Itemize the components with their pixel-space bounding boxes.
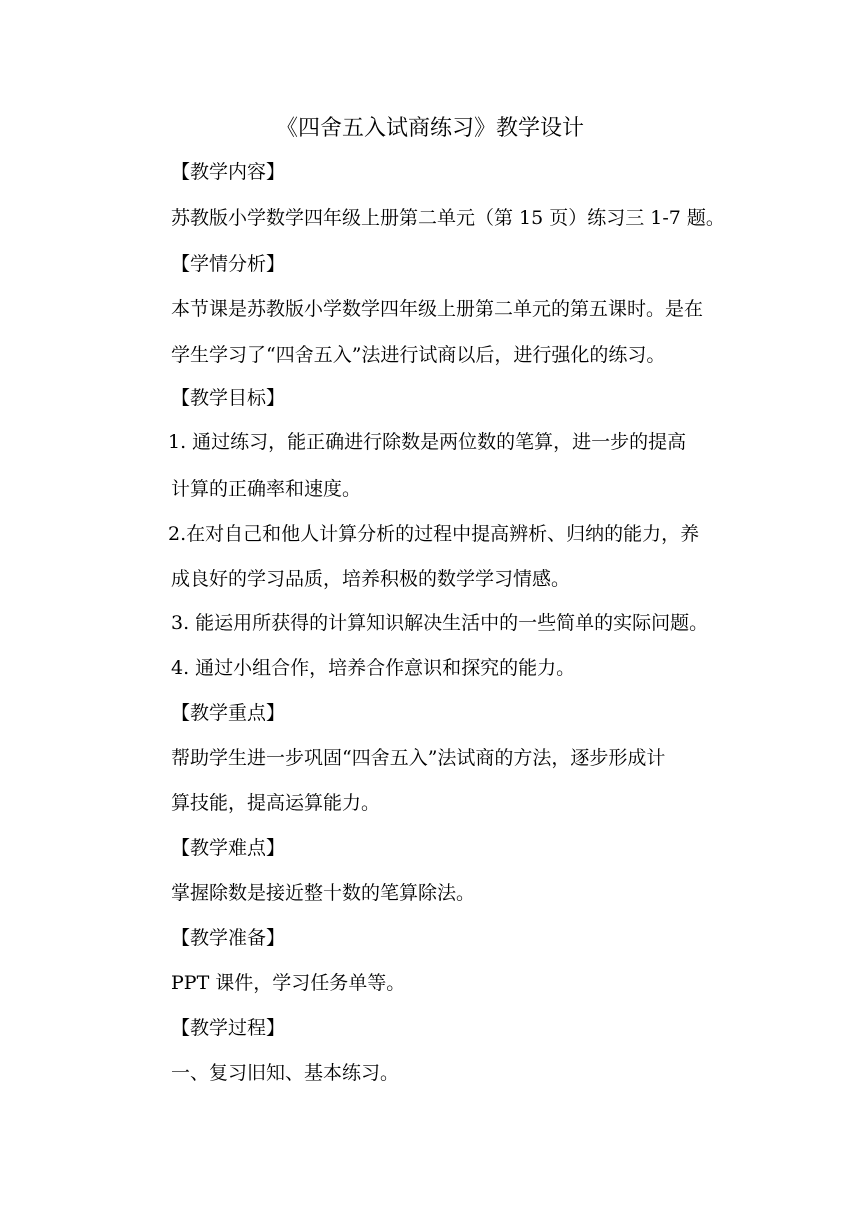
paragraph-line: 算技能，提高运算能力。 xyxy=(171,792,381,814)
list-item: 1. 通过练习，能正确进行除数是两位数的笔算，进一步的提高 xyxy=(168,431,687,453)
section-heading-goals: 【教学目标】 xyxy=(171,387,286,409)
paragraph-line: 成良好的学习品质，培养积极的数学学习情感。 xyxy=(171,568,571,590)
paragraph-line: 苏教版小学数学四年级上册第二单元（第 15 页）练习三 1-7 题。 xyxy=(171,207,725,229)
list-item: 4. 通过小组合作，培养合作意识和探究的能力。 xyxy=(171,657,576,679)
section-heading-process: 【教学过程】 xyxy=(171,1017,286,1039)
paragraph-line: 学生学习了“四舍五入”法进行试商以后，进行强化的练习。 xyxy=(171,344,666,366)
section-heading-key-points: 【教学重点】 xyxy=(171,702,286,724)
section-heading-content: 【教学内容】 xyxy=(171,161,286,183)
paragraph-line: PPT 课件，学习任务单等。 xyxy=(171,972,406,994)
list-item: 2.在对自己和他人计算分析的过程中提高辨析、归纳的能力，养 xyxy=(168,523,700,545)
section-heading-preparation: 【教学准备】 xyxy=(171,927,286,949)
section-heading-analysis: 【学情分析】 xyxy=(171,253,286,275)
paragraph-line: 本节课是苏教版小学数学四年级上册第二单元的第五课时。是在 xyxy=(171,298,704,320)
paragraph-line: 一、复习旧知、基本练习。 xyxy=(171,1062,400,1084)
paragraph-line: 帮助学生进一步巩固“四舍五入”法试商的方法，逐步形成计 xyxy=(171,747,666,769)
section-heading-difficulties: 【教学难点】 xyxy=(171,837,286,859)
document-title: 《四舍五入试商练习》教学设计 xyxy=(275,116,584,141)
paragraph-line: 计算的正确率和速度。 xyxy=(171,478,362,500)
paragraph-line: 掌握除数是接近整十数的笔算除法。 xyxy=(171,882,476,904)
list-item: 3. 能运用所获得的计算知识解决生活中的一些简单的实际问题。 xyxy=(171,612,709,634)
